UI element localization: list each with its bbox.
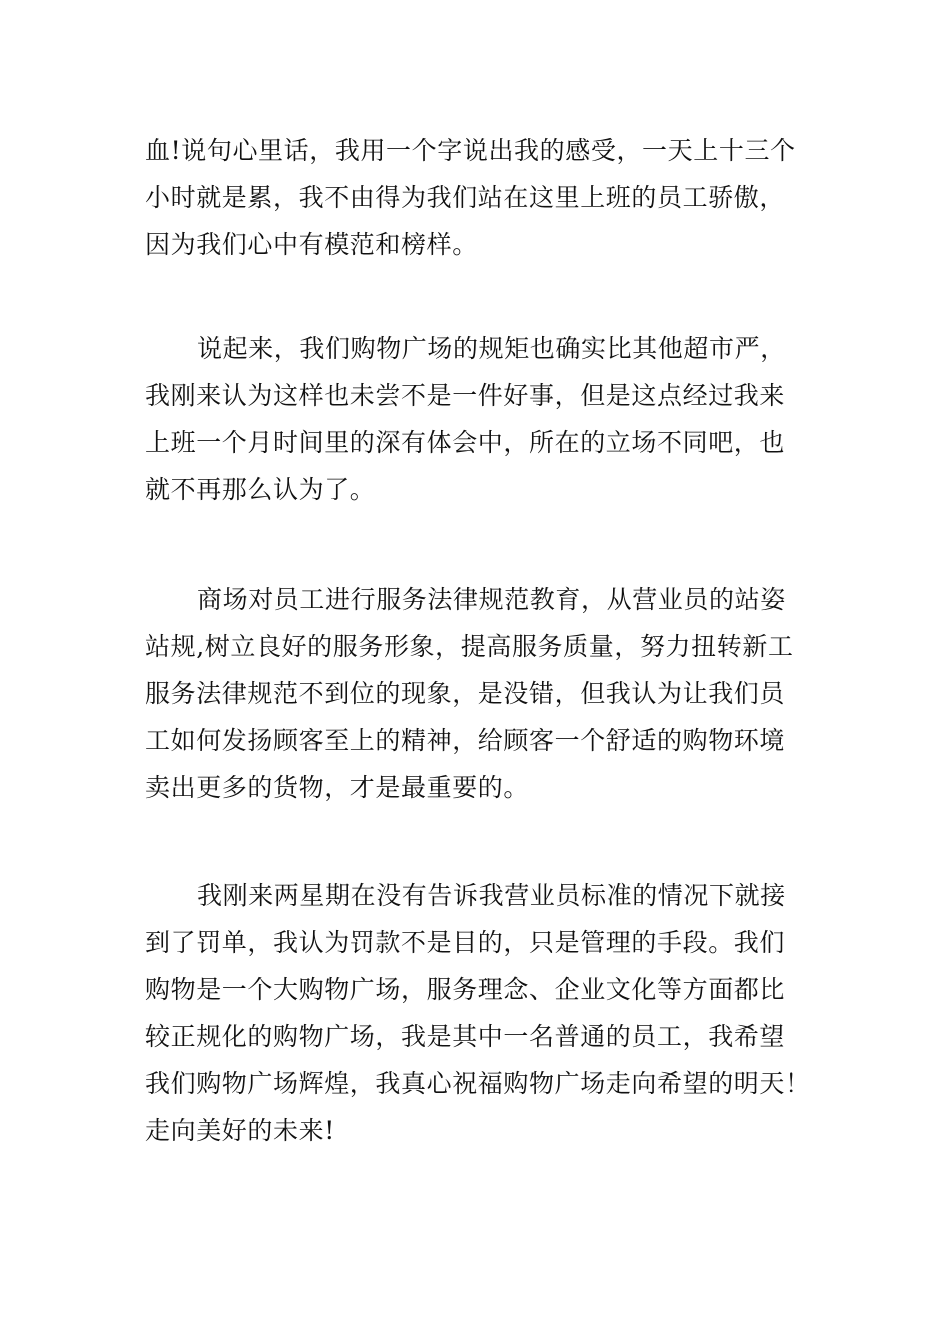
paragraph-line: 商场对员工进行服务法律规范教育，从营业员的站姿 <box>197 585 786 614</box>
paragraph-line: 血!说句心里话，我用一个字说出我的感受，一天上十三个 <box>145 136 796 165</box>
paragraph-line: 我刚来两星期在没有告诉我营业员标准的情况下就接 <box>197 881 786 910</box>
paragraph-line: 站规,树立良好的服务形象，提高服务质量，努力扭转新工 <box>145 632 794 661</box>
paragraph-line: 我们购物广场辉煌，我真心祝福购物广场走向希望的明天！ <box>145 1069 811 1098</box>
paragraph-3 <box>145 576 807 811</box>
paragraph-line: 小时就是累，我不由得为我们站在这里上班的员工骄傲， <box>145 183 786 212</box>
paragraph-line: 较正规化的购物广场，我是其中一名普通的员工，我希望 <box>145 1022 786 1051</box>
paragraph-line: 因为我们心中有模范和榜样。 <box>145 230 478 259</box>
paragraph-line: 上班一个月时间里的深有体会中，所在的立场不同吧，也 <box>145 428 786 457</box>
paragraph-4 <box>145 872 811 1154</box>
paragraph-line: 购物是一个大购物广场，服务理念、企业文化等方面都比 <box>145 975 786 1004</box>
paragraph-line: 就不再那么认为了。 <box>145 475 376 504</box>
paragraph-line: 工如何发扬顾客至上的精神，给顾客一个舒适的购物环境 <box>145 726 786 755</box>
paragraph-line: 服务法律规范不到位的现象，是没错，但我认为让我们员 <box>145 679 786 708</box>
paragraph-line: 到了罚单，我认为罚款不是目的，只是管理的手段。我们 <box>145 928 786 957</box>
paragraph-1 <box>145 127 807 268</box>
paragraph-2 <box>145 325 807 513</box>
paragraph-line: 说起来，我们购物广场的规矩也确实比其他超市严， <box>197 334 786 363</box>
paragraph-line: 走向美好的未来! <box>145 1116 335 1145</box>
paragraph-line: 我刚来认为这样也未尝不是一件好事，但是这点经过我来 <box>145 381 786 410</box>
paragraph-line: 卖出更多的货物，才是最重要的。 <box>145 773 530 802</box>
